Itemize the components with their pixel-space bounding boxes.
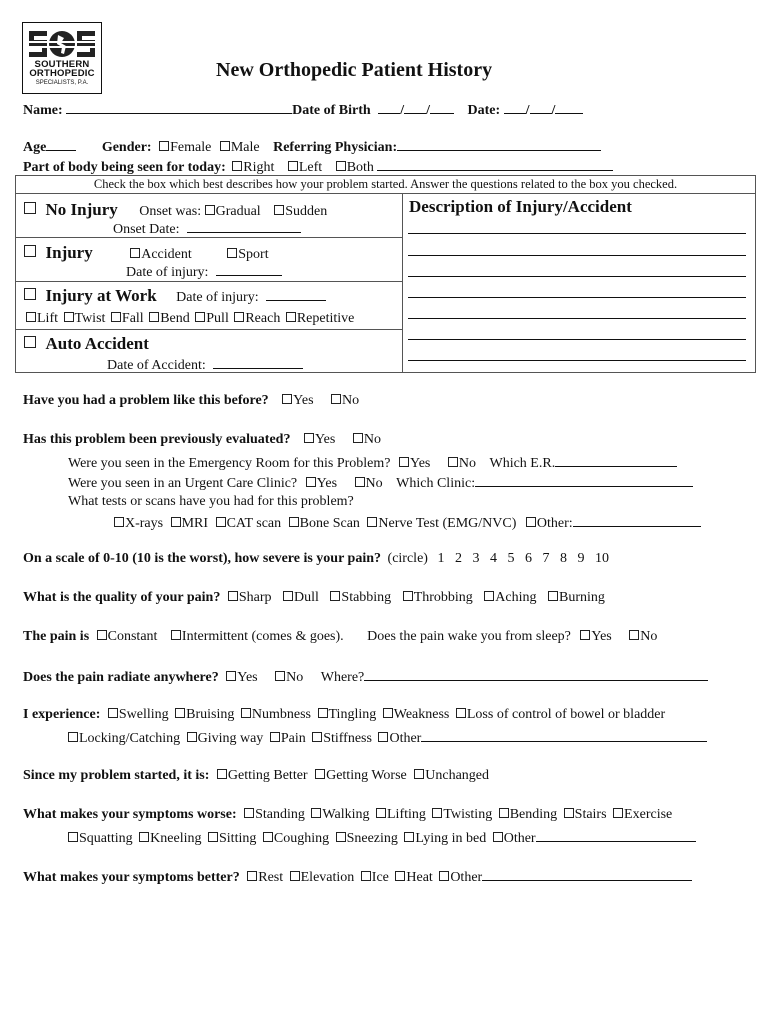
injury-at-work-option: [24, 286, 326, 306]
accident-date-label: Date of Accident:: [107, 358, 206, 373]
experience-line-2: [68, 729, 707, 747]
coughing-checkbox[interactable]: [263, 832, 273, 842]
unchanged-label: Unchanged: [425, 768, 490, 783]
male-label: Male: [230, 140, 260, 155]
accident-label: Accident: [141, 247, 192, 262]
both-checkbox[interactable]: [336, 161, 346, 171]
ice-label: Ice: [371, 870, 389, 885]
cat-scan-label: CAT scan: [226, 516, 282, 531]
date-day-field[interactable]: [530, 101, 552, 114]
nerve-test-label: Nerve Test (EMG/NVC): [378, 516, 517, 531]
walking-checkbox[interactable]: [311, 808, 321, 818]
which-er-label: Which E.R.: [489, 456, 556, 471]
which-clinic-field[interactable]: [475, 474, 693, 487]
gradual-label: Gradual: [215, 204, 261, 219]
right-label: Right: [243, 160, 275, 175]
male-checkbox[interactable]: [220, 141, 230, 151]
numbness-label: Numbness: [251, 707, 311, 722]
since-started-label: Since my problem started, it is:: [23, 768, 210, 783]
sharp-checkbox[interactable]: [228, 591, 238, 601]
sharp-label: Sharp: [238, 590, 272, 605]
walking-label: Walking: [322, 807, 370, 822]
getting-worse-checkbox[interactable]: [315, 769, 325, 779]
radiate-no-label: No: [286, 670, 304, 685]
circle-hint: (circle): [387, 551, 428, 566]
mri-checkbox[interactable]: [171, 517, 181, 527]
radiate-yes-checkbox[interactable]: [226, 671, 236, 681]
sneezing-label: Sneezing: [346, 831, 398, 846]
urgent-no-label: No: [365, 476, 383, 491]
er-yes-label: Yes: [409, 456, 431, 471]
pain-checkbox[interactable]: [270, 732, 280, 742]
sitting-checkbox[interactable]: [208, 832, 218, 842]
constant-checkbox[interactable]: [97, 630, 107, 640]
lying-in-bed-label: Lying in bed: [415, 831, 487, 846]
bowel-bladder-label: Loss of control of bowel or bladder: [466, 707, 666, 722]
problem-before-no-label: No: [342, 393, 360, 408]
bend-label: Bend: [160, 311, 190, 326]
coughing-label: Coughing: [273, 831, 330, 846]
page-title: New Orthopedic Patient History: [216, 59, 493, 81]
no-injury-option: [24, 200, 327, 220]
stiffness-label: Stiffness: [323, 731, 372, 746]
other-worse-field[interactable]: [536, 829, 696, 842]
description-line[interactable]: [408, 318, 746, 319]
repetitive-label: Repetitive: [296, 311, 355, 326]
bruising-label: Bruising: [186, 707, 235, 722]
bone-scan-checkbox[interactable]: [289, 517, 299, 527]
bend-checkbox[interactable]: [149, 312, 159, 322]
bruising-checkbox[interactable]: [175, 708, 185, 718]
dob-label: Date of Birth: [292, 103, 371, 118]
giving-way-checkbox[interactable]: [187, 732, 197, 742]
left-checkbox[interactable]: [288, 161, 298, 171]
evaluated-question: [23, 432, 381, 448]
since-started-question: [23, 768, 489, 784]
locking-label: Locking/Catching: [79, 731, 181, 746]
work-injury-date-field[interactable]: [266, 288, 326, 301]
wake-no-label: No: [640, 629, 658, 644]
logo-line-1: SOUTHERN: [34, 59, 90, 70]
other-experience-checkbox[interactable]: [378, 732, 388, 742]
cat-scan-checkbox[interactable]: [216, 517, 226, 527]
heat-label: Heat: [406, 870, 433, 885]
twisting-label: Twisting: [443, 807, 493, 822]
pull-checkbox[interactable]: [195, 312, 205, 322]
er-yes-checkbox[interactable]: [399, 457, 409, 467]
wake-label: Does the pain wake you from sleep?: [367, 629, 571, 644]
repetitive-checkbox[interactable]: [286, 312, 296, 322]
twist-checkbox[interactable]: [64, 312, 74, 322]
table-instructions: Check the box which best describes how your problem started. Answer the questions related to the box you checked.: [16, 176, 755, 194]
exercise-label: Exercise: [624, 807, 673, 822]
urgent-yes-checkbox[interactable]: [306, 477, 316, 487]
sos-logo-icon: [27, 27, 97, 61]
er-no-checkbox[interactable]: [448, 457, 458, 467]
which-er-field[interactable]: [555, 454, 677, 467]
twist-label: Twist: [74, 311, 106, 326]
description-line[interactable]: [408, 276, 746, 277]
reach-checkbox[interactable]: [234, 312, 244, 322]
sudden-label: Sudden: [285, 204, 328, 219]
stabbing-label: Stabbing: [341, 590, 392, 605]
urgent-no-checkbox[interactable]: [355, 477, 365, 487]
auto-accident-label: Auto Accident: [45, 334, 149, 353]
description-line[interactable]: [408, 360, 746, 361]
swelling-label: Swelling: [118, 707, 169, 722]
dob-day-field[interactable]: [404, 101, 426, 114]
aching-checkbox[interactable]: [484, 591, 494, 601]
bowel-bladder-checkbox[interactable]: [456, 708, 466, 718]
dull-label: Dull: [294, 590, 319, 605]
pain-value-3[interactable]: 3: [472, 551, 480, 566]
squatting-label: Squatting: [79, 831, 133, 846]
name-field[interactable]: [66, 101, 292, 114]
xrays-label: X-rays: [125, 516, 164, 531]
where-field[interactable]: [364, 668, 708, 681]
throbbing-checkbox[interactable]: [403, 591, 413, 601]
lying-in-bed-checkbox[interactable]: [404, 832, 414, 842]
problem-before-question: [23, 393, 359, 409]
test-options: [114, 514, 701, 532]
pain-quality-label: What is the quality of your pain?: [23, 590, 221, 605]
sneezing-checkbox[interactable]: [336, 832, 346, 842]
pain-value-4[interactable]: 4: [489, 551, 497, 566]
onset-date-field[interactable]: [187, 220, 301, 233]
accident-checkbox[interactable]: [130, 248, 140, 258]
tingling-label: Tingling: [328, 707, 377, 722]
other-test-field[interactable]: [573, 514, 701, 527]
weakness-checkbox[interactable]: [383, 708, 393, 718]
referring-physician-field[interactable]: [397, 138, 601, 151]
intermittent-checkbox[interactable]: [171, 630, 181, 640]
no-injury-label: No Injury: [45, 200, 118, 219]
er-no-label: No: [458, 456, 476, 471]
constant-label: Constant: [107, 629, 158, 644]
injury-label: Injury: [45, 243, 93, 262]
bone-scan-label: Bone Scan: [299, 516, 360, 531]
twisting-checkbox[interactable]: [432, 808, 442, 818]
pain-quality-question: [23, 590, 605, 606]
body-part-label: Part of body being seen for today:: [23, 160, 226, 175]
radiate-question: [23, 668, 708, 686]
injury-option: [24, 243, 269, 263]
referring-physician-label: Referring Physician:: [273, 140, 398, 155]
giving-way-label: Giving way: [197, 731, 264, 746]
kneeling-checkbox[interactable]: [139, 832, 149, 842]
dob-month-field[interactable]: [378, 101, 400, 114]
weakness-label: Weakness: [393, 707, 450, 722]
other-worse-checkbox[interactable]: [493, 832, 503, 842]
pain-pattern-question: [23, 629, 657, 645]
injury-at-work-label: Injury at Work: [45, 286, 157, 305]
fall-label: Fall: [121, 311, 144, 326]
problem-before-no-checkbox[interactable]: [331, 394, 341, 404]
radiate-no-checkbox[interactable]: [275, 671, 285, 681]
nerve-test-checkbox[interactable]: [367, 517, 377, 527]
both-label: Both: [346, 160, 374, 175]
burning-label: Burning: [559, 590, 605, 605]
ice-checkbox[interactable]: [361, 871, 371, 881]
pain-pattern-label: The pain is: [23, 629, 90, 644]
swelling-checkbox[interactable]: [108, 708, 118, 718]
pain-scale-question: [23, 551, 609, 567]
xrays-checkbox[interactable]: [114, 517, 124, 527]
name-label: Name:: [23, 103, 63, 118]
date-month-field[interactable]: [504, 101, 526, 114]
gradual-checkbox[interactable]: [205, 205, 215, 215]
problem-before-yes-label: Yes: [293, 393, 314, 408]
intermittent-label: Intermittent (comes & goes).: [181, 629, 344, 644]
sitting-label: Sitting: [219, 831, 257, 846]
other-better-field[interactable]: [482, 868, 692, 881]
elevation-checkbox[interactable]: [290, 871, 300, 881]
numbness-checkbox[interactable]: [241, 708, 251, 718]
onset-label: Onset was:: [139, 204, 202, 219]
worse-line-2: [68, 829, 696, 847]
aching-label: Aching: [495, 590, 537, 605]
heat-checkbox[interactable]: [395, 871, 405, 881]
unchanged-checkbox[interactable]: [414, 769, 424, 779]
age-field[interactable]: [46, 138, 76, 151]
pain-value-5[interactable]: 5: [507, 551, 515, 566]
evaluated-yes-checkbox[interactable]: [304, 433, 314, 443]
reach-label: Reach: [245, 311, 281, 326]
description-line[interactable]: [408, 233, 746, 234]
pain-value-7[interactable]: 7: [542, 551, 550, 566]
lifting-checkbox[interactable]: [376, 808, 386, 818]
which-clinic-label: Which Clinic:: [396, 476, 476, 491]
pain-value-1[interactable]: 1: [437, 551, 445, 566]
pain-value-9[interactable]: 9: [577, 551, 585, 566]
mri-label: MRI: [181, 516, 209, 531]
getting-better-checkbox[interactable]: [217, 769, 227, 779]
experience-label: I experience:: [23, 707, 101, 722]
other-experience-field[interactable]: [421, 729, 707, 742]
injury-checkbox[interactable]: [24, 245, 36, 257]
left-label: Left: [298, 160, 323, 175]
evaluated-yes-label: Yes: [314, 432, 336, 447]
lift-label: Lift: [37, 311, 58, 326]
other-experience-label: Other: [389, 731, 422, 746]
auto-accident-option: [24, 334, 149, 354]
kneeling-label: Kneeling: [150, 831, 202, 846]
logo-line-2: ORTHOPEDIC: [29, 68, 95, 79]
stairs-label: Stairs: [574, 807, 607, 822]
lifting-label: Lifting: [387, 807, 426, 822]
evaluated-label: Has this problem been previously evaluated?: [23, 432, 291, 447]
worse-label: What makes your symptoms worse:: [23, 807, 237, 822]
worse-question: [23, 807, 672, 823]
better-label: What makes your symptoms better?: [23, 870, 240, 885]
injury-onset-table: [15, 175, 756, 373]
injury-date-field[interactable]: [216, 263, 282, 276]
pain-value-10[interactable]: 10: [594, 551, 609, 566]
auto-accident-checkbox[interactable]: [24, 336, 36, 348]
radiate-label: Does the pain radiate anywhere?: [23, 670, 219, 685]
better-question: [23, 868, 692, 886]
description-line[interactable]: [408, 297, 746, 298]
onset-date-label: Onset Date:: [113, 222, 180, 237]
er-question: [68, 454, 677, 472]
elevation-label: Elevation: [300, 870, 355, 885]
description-line[interactable]: [408, 339, 746, 340]
practice-logo: [22, 22, 102, 94]
tingling-checkbox[interactable]: [318, 708, 328, 718]
other-better-label: Other: [450, 870, 483, 885]
bending-label: Bending: [509, 807, 558, 822]
sport-label: Sport: [238, 247, 269, 262]
experience-question: [23, 707, 665, 723]
tests-label: What tests or scans have you had for this problem?: [68, 494, 354, 509]
radiate-yes-label: Yes: [237, 670, 258, 685]
right-checkbox[interactable]: [232, 161, 242, 171]
no-injury-checkbox[interactable]: [24, 202, 36, 214]
fall-checkbox[interactable]: [111, 312, 121, 322]
pain-value-2[interactable]: 2: [454, 551, 462, 566]
urgent-care-label: Were you seen in an Urgent Care Clinic?: [68, 476, 298, 491]
dull-checkbox[interactable]: [283, 591, 293, 601]
urgent-care-question: [68, 474, 693, 492]
other-worse-label: Other: [503, 831, 536, 846]
injury-at-work-checkbox[interactable]: [24, 288, 36, 300]
date-label: Date:: [467, 103, 501, 118]
urgent-yes-label: Yes: [316, 476, 338, 491]
throbbing-label: Throbbing: [413, 590, 473, 605]
getting-worse-label: Getting Worse: [326, 768, 407, 783]
accident-date-field[interactable]: [213, 356, 303, 369]
work-injury-mechanisms: [26, 311, 354, 327]
evaluated-no-checkbox[interactable]: [353, 433, 363, 443]
gender-label: Gender:: [101, 140, 152, 155]
burning-checkbox[interactable]: [548, 591, 558, 601]
exercise-checkbox[interactable]: [613, 808, 623, 818]
pain-value-6[interactable]: 6: [524, 551, 532, 566]
stiffness-checkbox[interactable]: [312, 732, 322, 742]
injury-date-label: Date of injury:: [126, 265, 209, 280]
locking-checkbox[interactable]: [68, 732, 78, 742]
pain-scale-label: On a scale of 0-10 (10 is the worst), how severe is your pain?: [23, 551, 382, 566]
wake-yes-label: Yes: [591, 629, 612, 644]
pain-label: Pain: [280, 731, 306, 746]
description-title: Description of Injury/Accident: [409, 197, 632, 216]
where-label: Where?: [320, 670, 365, 685]
description-line[interactable]: [408, 255, 746, 256]
standing-checkbox[interactable]: [244, 808, 254, 818]
date-year-field[interactable]: [555, 101, 583, 114]
squatting-checkbox[interactable]: [68, 832, 78, 842]
age-label: Age: [23, 140, 47, 155]
getting-better-label: Getting Better: [227, 768, 308, 783]
body-part-field[interactable]: [377, 158, 613, 171]
problem-before-label: Have you had a problem like this before?: [23, 393, 269, 408]
rest-label: Rest: [258, 870, 284, 885]
dob-year-field[interactable]: [430, 101, 454, 114]
other-better-checkbox[interactable]: [439, 871, 449, 881]
problem-before-yes-checkbox[interactable]: [282, 394, 292, 404]
bending-checkbox[interactable]: [499, 808, 509, 818]
wake-yes-checkbox[interactable]: [580, 630, 590, 640]
er-label: Were you seen in the Emergency Room for this Problem?: [68, 456, 391, 471]
sudden-checkbox[interactable]: [274, 205, 284, 215]
female-checkbox[interactable]: [159, 141, 169, 151]
female-label: Female: [170, 140, 212, 155]
logo-line-3: SPECIALISTS, P.A.: [35, 80, 89, 86]
wake-no-checkbox[interactable]: [629, 630, 639, 640]
standing-label: Standing: [255, 807, 305, 822]
stairs-checkbox[interactable]: [564, 808, 574, 818]
other-test-checkbox[interactable]: [526, 517, 536, 527]
stabbing-checkbox[interactable]: [330, 591, 340, 601]
work-injury-date-label: Date of injury:: [176, 290, 259, 305]
evaluated-no-label: No: [363, 432, 381, 447]
pain-value-8[interactable]: 8: [559, 551, 567, 566]
rest-checkbox[interactable]: [247, 871, 257, 881]
sport-checkbox[interactable]: [227, 248, 237, 258]
lift-checkbox[interactable]: [26, 312, 36, 322]
pull-label: Pull: [206, 311, 229, 326]
other-test-label: Other:: [536, 516, 573, 531]
